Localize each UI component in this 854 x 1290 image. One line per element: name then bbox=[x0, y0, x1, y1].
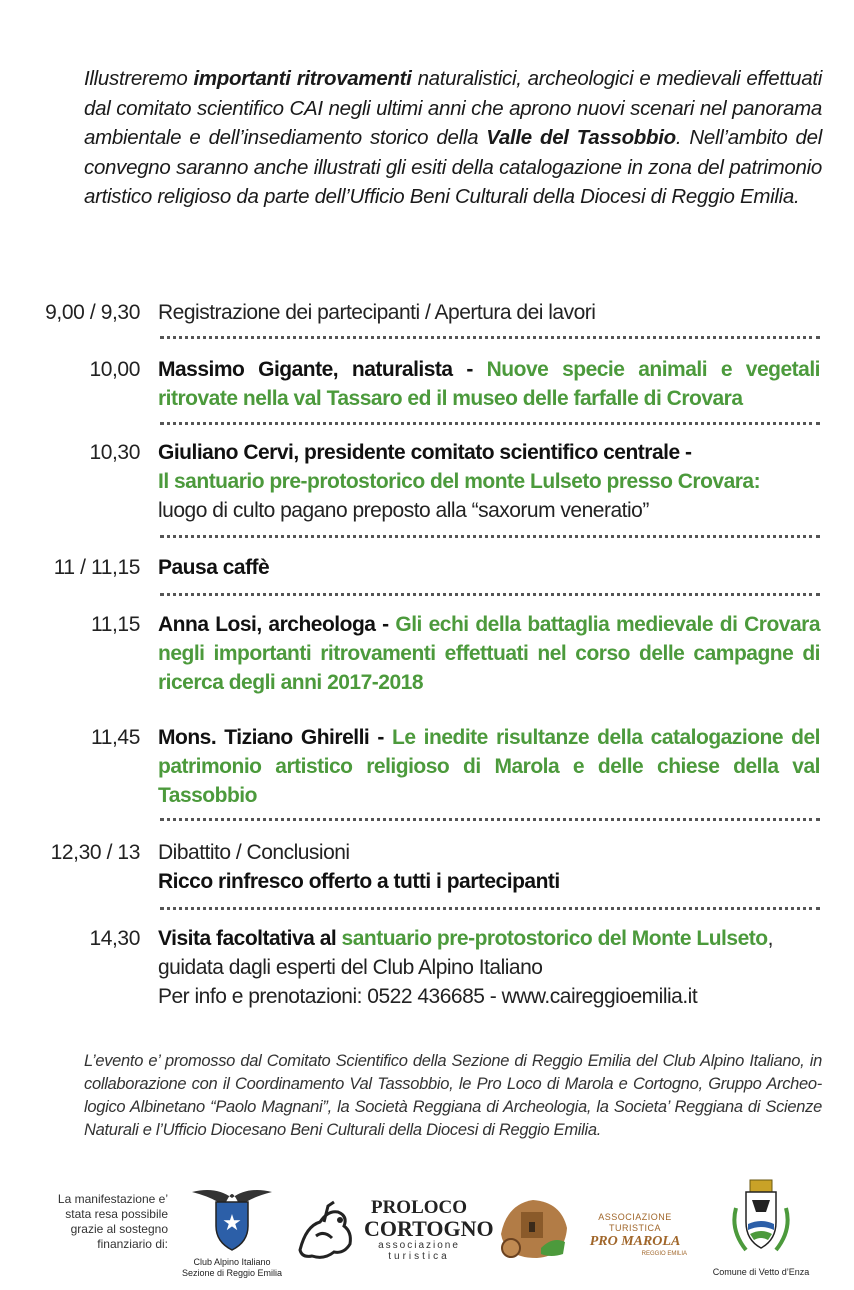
program-time: 14,30 bbox=[89, 927, 140, 950]
dotted-divider bbox=[160, 593, 820, 596]
program-time: 10,00 bbox=[89, 358, 140, 381]
program-text bbox=[158, 610, 820, 697]
program-text: Registrazione dei partecipanti / Apertura dei lavori bbox=[158, 301, 596, 324]
program-text bbox=[158, 355, 820, 413]
cortogno-subtitle-1: associazione bbox=[378, 1240, 460, 1251]
intro-highlight: importanti ritrovamenti bbox=[193, 67, 412, 90]
visit-lead: Visita facoltativa al bbox=[158, 927, 342, 950]
talk-title: Le inedite risultanze della catalogazione del patrimonio artistico religioso di Marola e delle chiese della val Tassobbio bbox=[158, 726, 821, 807]
proloco-cortogno-logo bbox=[294, 1196, 494, 1268]
talk-note: luogo di culto pagano preposto alla “saxorum veneratio” bbox=[158, 499, 649, 522]
speaker-name: Giuliano Cervi, presidente comitato scientifico centrale - bbox=[158, 441, 692, 464]
vetto-caption: Comune di Vetto d’Enza bbox=[712, 1267, 810, 1277]
cortogno-title-2: CORTOGNO bbox=[364, 1216, 494, 1241]
program-time: 11,15 bbox=[91, 613, 140, 636]
program-text bbox=[158, 838, 820, 896]
speaker-name: Anna Losi, archeologa - bbox=[158, 613, 396, 636]
visit-guide: guidata dagli esperti del Club Alpino Italiano bbox=[158, 956, 543, 979]
cai-caption-1: Club Alpino Italiano bbox=[193, 1257, 271, 1267]
marola-title: PRO MAROLA bbox=[589, 1234, 681, 1249]
intro-text: . Nell’ambito del convegno saranno anche illustrati gli esiti della catalogazione in zona del patrimonio artistico religioso da parte dell’Ufficio Beni Culturali della Diocesi di Reggio Emilia. bbox=[84, 126, 823, 208]
refreshment-text: Ricco rinfresco offerto a tutti i partecipanti bbox=[158, 870, 560, 893]
marola-city: REGGIO EMILIA bbox=[641, 1251, 687, 1257]
dotted-divider bbox=[160, 818, 820, 821]
speaker-name: Massimo Gigante, naturalista - bbox=[158, 358, 487, 381]
cai-caption-2: Sezione di Reggio Emilia bbox=[181, 1268, 283, 1278]
comma: , bbox=[767, 927, 773, 950]
dotted-divider bbox=[160, 422, 820, 425]
intro-text: naturalistici, archeologici e medievali effettuati dal comitato scientifico CAI negli ultimi anni che aprono nuovi scenari nel panorama ambientale e dell’insediamento storico della bbox=[84, 67, 822, 149]
intro-paragraph bbox=[84, 64, 822, 212]
program-text bbox=[158, 438, 820, 525]
municipal-coat-of-arms-icon bbox=[706, 1178, 816, 1260]
pro-marola-logo bbox=[497, 1198, 697, 1262]
cortogno-title-1: PROLOCO bbox=[370, 1197, 468, 1218]
program-time: 11 / 11,15 bbox=[53, 556, 140, 579]
talk-title: Il santuario pre-protostorico del monte Lulseto presso Crovara: bbox=[158, 470, 761, 493]
talk-title: Gli echi della battaglia medievale di Crovara negli importanti ritrovamenti effettuati nel corso delle campagne di ricerca degli anni 2017-2018 bbox=[158, 613, 820, 694]
talk-title: Nuove specie animali e vegetali ritrovate nella val Tassaro ed il museo delle farfalle di Crovara bbox=[158, 358, 820, 410]
sponsor-intro: La manifestazione e’ stata resa possibile grazie al sostegno finanziario di: bbox=[57, 1192, 168, 1251]
session-text: Dibattito / Conclusioni bbox=[158, 841, 350, 864]
vetto-denza-logo bbox=[706, 1178, 816, 1278]
horse-rider-icon bbox=[294, 1196, 358, 1266]
program-time: 9,00 / 9,30 bbox=[45, 301, 140, 324]
program-text bbox=[158, 924, 820, 1011]
dotted-divider bbox=[160, 535, 820, 538]
marola-subtitle: ASSOCIAZIONE TURISTICA bbox=[598, 1212, 672, 1233]
speaker-name: Mons. Tiziano Ghirelli - bbox=[158, 726, 393, 749]
program-time: 11,45 bbox=[91, 726, 140, 749]
visit-place: santuario pre-protostorico del Monte Lulseto bbox=[341, 927, 768, 950]
cai-logo bbox=[176, 1184, 288, 1280]
dotted-divider bbox=[160, 907, 820, 910]
program-text: Pausa caffè bbox=[158, 556, 270, 579]
svg-text:★: ★ bbox=[222, 1211, 242, 1236]
cortogno-subtitle-2: turistica bbox=[388, 1251, 450, 1262]
intro-text: Illustreremo bbox=[84, 67, 194, 90]
dotted-divider bbox=[160, 336, 820, 339]
castle-hill-icon bbox=[497, 1198, 569, 1260]
program-time: 10,30 bbox=[89, 441, 140, 464]
cai-eagle-shield-icon bbox=[176, 1184, 288, 1252]
promoters-note: L’evento e’ promosso dal Comitato Scientifico della Sezione di Reggio Emilia del Club Alpino Italiano, in collaborazione con il Coordinamento Val Tassobbio, le Pro Loco di Marola e Cortogno, Gruppo Archeo-logico Albinetano “Paolo Magnani”, la Società Reggiana di Archeologia, la Societa’ Reggiana di Scienze Naturali e l’Ufficio Diocesano Beni Culturali della Diocesi di Reggio Emilia. bbox=[84, 1052, 822, 1139]
visit-contacts: Per info e prenotazioni: 0522 436685 - www.caireggioemilia.it bbox=[158, 985, 698, 1008]
intro-highlight: Valle del Tassobbio bbox=[486, 126, 676, 149]
program-text bbox=[158, 723, 820, 810]
program-time: 12,30 / 13 bbox=[50, 841, 140, 864]
